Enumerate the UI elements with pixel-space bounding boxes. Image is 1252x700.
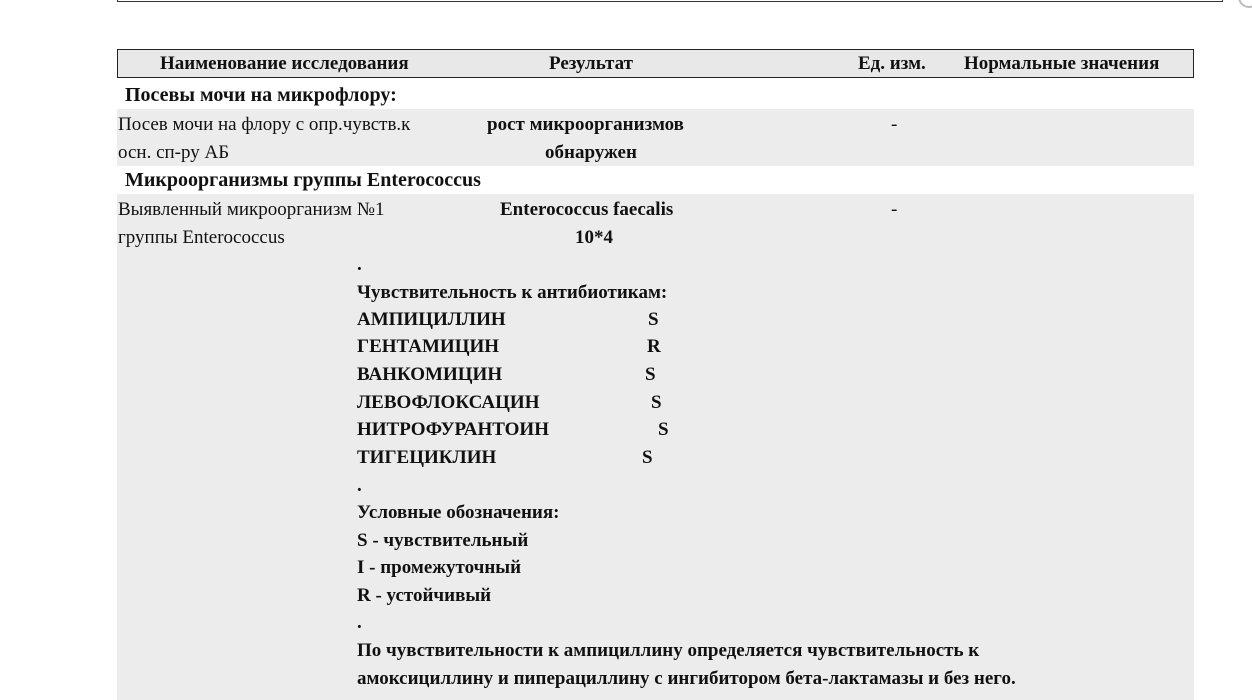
header-result: Результат: [549, 53, 633, 74]
row1-result-line1: рост микроорганизмов: [487, 114, 684, 135]
row2-unit: -: [891, 199, 898, 220]
row1-name-line2: осн. сп-ру АБ: [118, 142, 230, 163]
header-name: Наименование исследования: [160, 53, 409, 74]
row-enterococcus-band: [117, 194, 1194, 700]
antibiotic-value: R: [647, 336, 661, 357]
antibiotic-name: ЛЕВОФЛОКСАЦИН: [357, 392, 540, 413]
antibiotic-value: S: [645, 364, 656, 385]
antibiotic-name: НИТРОФУРАНТОИН: [357, 419, 549, 440]
section-title-enterococcus: Микроорганизмы группы Enterococcus: [125, 169, 481, 191]
note-line2: амоксициллину и пиперациллину с ингибитором бета-лактамазы и без него.: [357, 668, 1016, 689]
page-corner-icon: [1238, 0, 1252, 8]
antibiotic-value: S: [651, 392, 662, 413]
legend-item: S - чувствительный: [357, 530, 529, 551]
separator-dot: .: [357, 612, 362, 633]
top-frame: [117, 0, 1223, 2]
row2-result-line1: Enterococcus faecalis: [500, 199, 674, 220]
legend-title: Условные обозначения:: [357, 502, 560, 523]
header-norm: Нормальные значения: [964, 53, 1160, 74]
row2-name-line1: Выявленный микроорганизм №1: [118, 199, 385, 220]
antibiotic-name: АМПИЦИЛЛИН: [357, 309, 506, 330]
legend-item: I - промежуточный: [357, 557, 522, 578]
row1-name-line1: Посев мочи на флору с опр.чувств.к: [118, 114, 411, 135]
antibiotic-value: S: [642, 447, 653, 468]
antibiotic-value: S: [658, 419, 669, 440]
separator-dot: .: [357, 475, 362, 496]
note-line1: По чувствительности к ампициллину определяется чувствительность к: [357, 640, 980, 661]
row2-result-line2: 10*4: [575, 227, 613, 248]
legend-item: R - устойчивый: [357, 585, 492, 606]
sensitivity-title: Чувствительность к антибиотикам:: [357, 282, 668, 303]
header-unit: Ед. изм.: [858, 53, 926, 74]
row2-name-line2: группы Enterococcus: [118, 227, 285, 248]
antibiotic-name: ТИГЕЦИКЛИН: [357, 447, 497, 468]
row1-unit: -: [891, 114, 898, 135]
separator-dot: .: [357, 254, 362, 275]
section-title-urine-culture: Посевы мочи на микрофлору:: [125, 84, 397, 106]
table-header: [117, 49, 1194, 78]
row1-result-line2: обнаружен: [545, 142, 637, 163]
antibiotic-value: S: [648, 309, 659, 330]
antibiotic-name: ГЕНТАМИЦИН: [357, 336, 500, 357]
antibiotic-name: ВАНКОМИЦИН: [357, 364, 503, 385]
